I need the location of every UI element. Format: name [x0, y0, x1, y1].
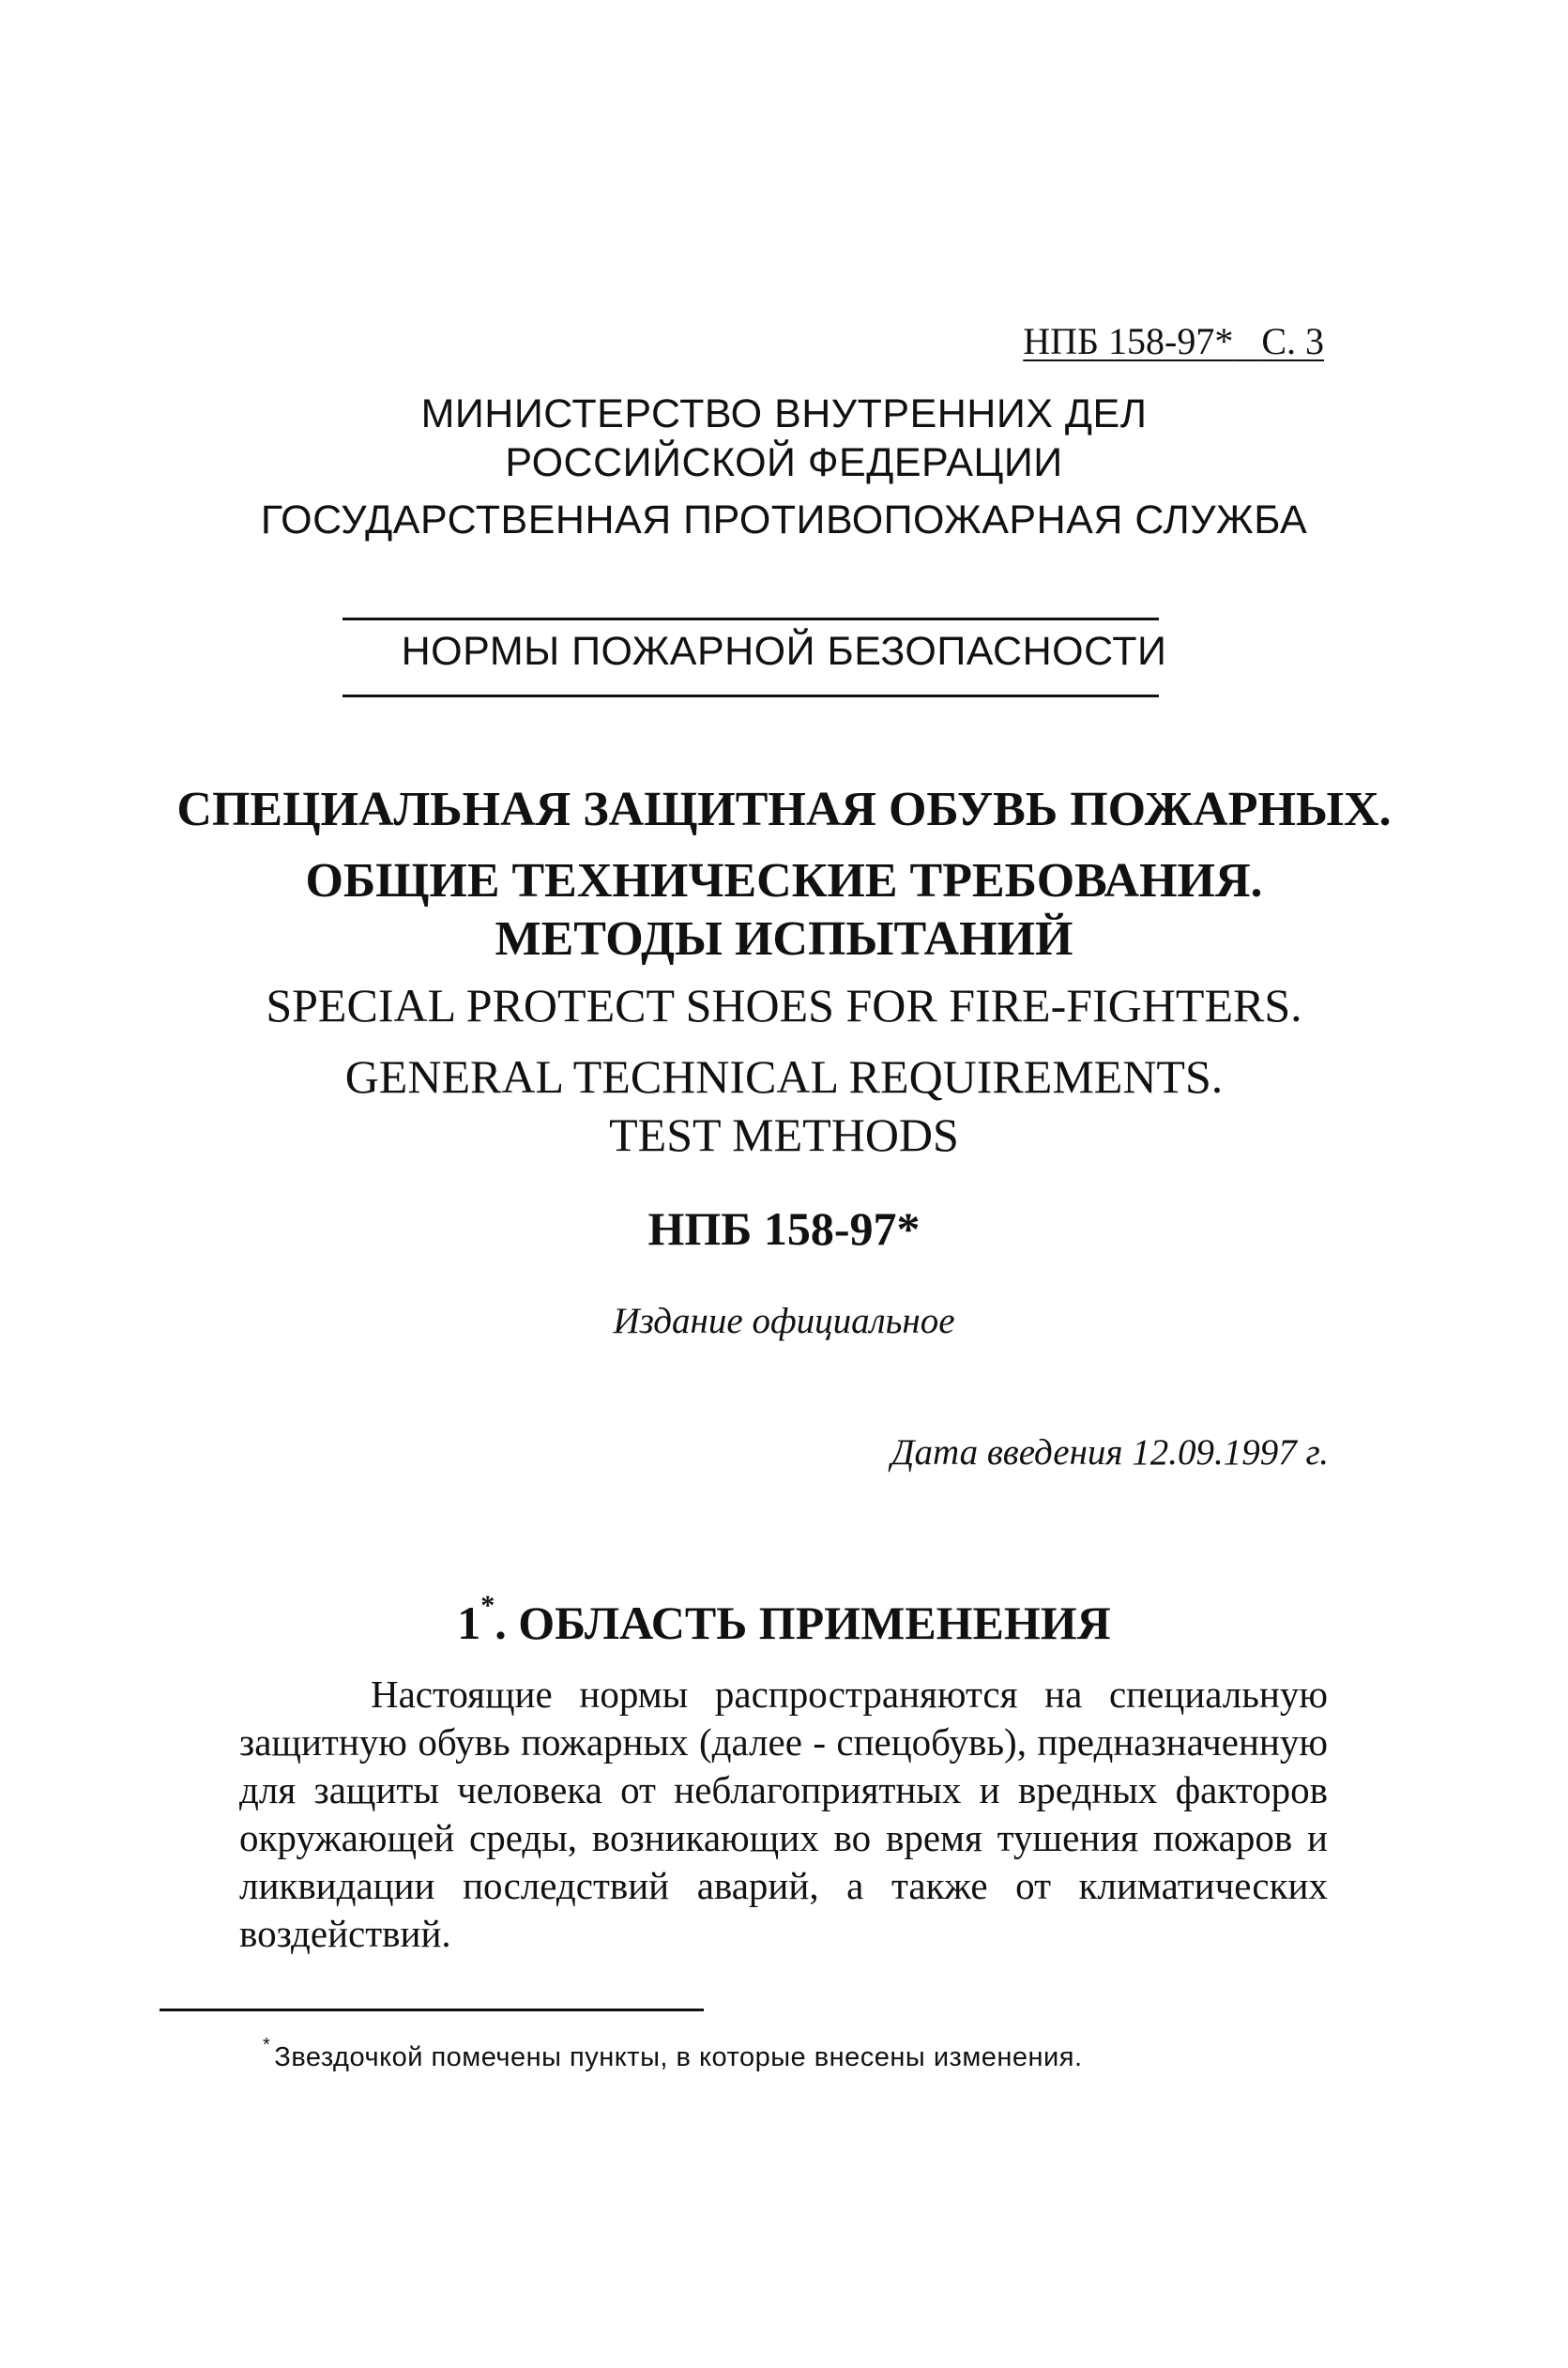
- norms-top-rule: [343, 618, 1159, 620]
- section-paragraph: Настоящие нормы распространяются на специальную защитную обувь пожарных (далее - спецобувь), предназначенную для защиты человека от неблагоприятных и вредных факторов окружающей среды, возникающих во время тушения пожаров и ликвидации последствий аварий, а также от климатических воздействий.: [239, 1673, 1328, 1955]
- section-change-mark: *: [480, 1590, 495, 1621]
- title-english: [0, 976, 1568, 1164]
- section-title: . ОБЛАСТЬ ПРИМЕНЕНИЯ: [495, 1596, 1111, 1649]
- footnote-divider: [160, 2009, 704, 2011]
- ministry-line-2: РОССИЙСКОЙ ФЕДЕРАЦИИ: [505, 440, 1063, 485]
- ministry-name: [0, 390, 1568, 487]
- title-ru-line-3: МЕТОДЫ ИСПЫТАНИЙ: [495, 912, 1073, 966]
- footnote: [263, 2035, 1083, 2073]
- footnote-text: Звездочкой помечены пункты, в которые внесены изменения.: [274, 2042, 1083, 2072]
- section-heading: [0, 1590, 1568, 1650]
- document-code: НПБ 158-97*: [647, 1202, 921, 1255]
- title-en-line-1: SPECIAL PROTECT SHOES FOR FIRE-FIGHTERS.: [266, 979, 1302, 1031]
- title-russian: [0, 781, 1568, 969]
- introduction-date: Дата введения 12.09.1997 г.: [891, 1432, 1329, 1473]
- title-en-line-3: TEST METHODS: [609, 1108, 959, 1161]
- norms-label: НОРМЫ ПОЖАРНОЙ БЕЗОПАСНОСТИ: [401, 629, 1167, 674]
- page-header: [1023, 319, 1324, 363]
- header-doc-code: НПБ 158-97*: [1023, 320, 1234, 362]
- service-name: ГОСУДАРСТВЕННАЯ ПРОТИВОПОЖАРНАЯ СЛУЖБА: [260, 497, 1308, 542]
- title-ru-line-1: СПЕЦИАЛЬНАЯ ЗАЩИТНАЯ ОБУВЬ ПОЖАРНЫХ.: [176, 783, 1392, 836]
- norms-bottom-rule: [343, 695, 1159, 697]
- ministry-line-1: МИНИСТЕРСТВО ВНУТРЕННИХ ДЕЛ: [420, 391, 1148, 436]
- title-en-line-2: GENERAL TECHNICAL REQUIREMENTS.: [344, 1050, 1224, 1103]
- footnote-mark: *: [263, 2035, 271, 2055]
- section-number: 1: [457, 1596, 481, 1649]
- title-ru-line-2: ОБЩИЕ ТЕХНИЧЕСКИЕ ТРЕБОВАНИЯ.: [305, 854, 1263, 908]
- header-page-number: С. 3: [1261, 320, 1324, 362]
- edition-label: Издание официальное: [613, 1301, 955, 1341]
